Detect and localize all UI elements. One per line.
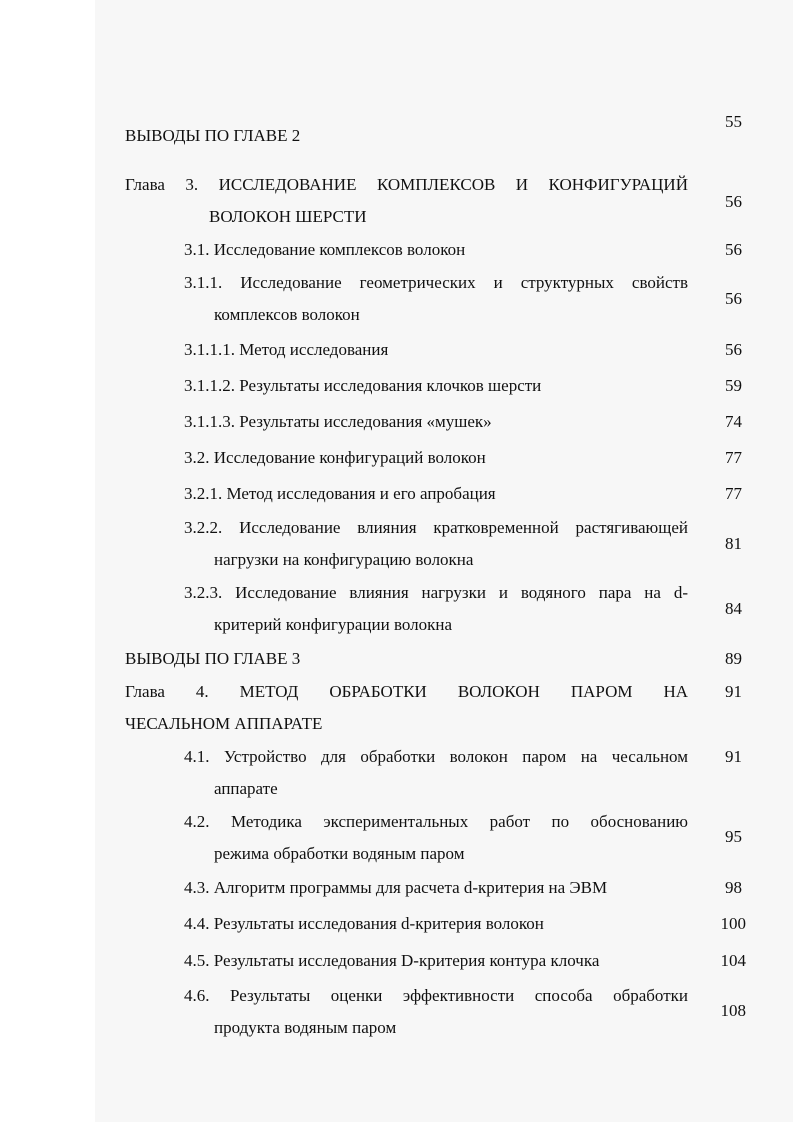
toc-entry-title: ВЫВОДЫ ПО ГЛАВЕ 3 xyxy=(125,649,301,668)
toc-entry-title: 3.2.3. Исследование влияния нагрузки и водяного пара на d- xyxy=(184,583,688,602)
toc-entry-title-cont: продукта водяным паром xyxy=(214,1018,397,1037)
toc-entry-title: 3.2. Исследование конфигураций волокон xyxy=(184,448,486,467)
toc-entry-title: 3.1.1.2. Результаты исследования клочков шерсти xyxy=(184,376,542,395)
toc-page-number: 59 xyxy=(725,376,742,395)
toc-page-number: 95 xyxy=(725,827,742,846)
toc-page-number: 100 xyxy=(720,914,746,933)
toc-entry-title: ВЫВОДЫ ПО ГЛАВЕ 2 xyxy=(125,126,301,145)
toc-entry-title: 3.1.1.1. Метод исследования xyxy=(184,340,389,359)
toc-page-number: 108 xyxy=(720,1001,746,1020)
toc-page-number: 56 xyxy=(725,192,742,211)
toc-page-number: 89 xyxy=(725,649,742,668)
toc-page-number: 77 xyxy=(725,448,742,467)
toc-entry-title: 4.5. Результаты исследования D-критерия контура клочка xyxy=(184,951,600,970)
toc-entry-title-cont: критерий конфигурации волокна xyxy=(214,615,453,634)
toc-entry-title: 3.2.1. Метод исследования и его апробация xyxy=(184,484,496,503)
toc-entry-title: 3.1.1. Исследование геометрических и структурных свойств xyxy=(184,273,688,292)
toc-page-number: 91 xyxy=(725,682,742,701)
toc-page-number: 91 xyxy=(725,747,742,766)
toc-page-number: 104 xyxy=(720,951,746,970)
toc-entry-title: 3.2.2. Исследование влияния кратковременной растягивающей xyxy=(184,518,688,537)
toc-page-number: 56 xyxy=(725,289,742,308)
toc-entry-title: 3.1. Исследование комплексов волокон xyxy=(184,240,466,259)
toc-entry-title: 4.2. Методика экспериментальных работ по обоснованию xyxy=(184,812,688,831)
toc-entry-title: 3.1.1.3. Результаты исследования «мушек» xyxy=(184,412,492,431)
toc-entry-title-cont: режима обработки водяным паром xyxy=(214,844,465,863)
toc-entry-title: Глава 3. ИССЛЕДОВАНИЕ КОМПЛЕКСОВ И КОНФИГУРАЦИЙ xyxy=(125,175,688,194)
toc-page-number: 81 xyxy=(725,534,742,553)
toc-page-number: 56 xyxy=(725,340,742,359)
toc-entry-title-cont: ВОЛОКОН ШЕРСТИ xyxy=(209,207,367,226)
toc-entry-title: 4.3. Алгоритм программы для расчета d-критерия на ЭВМ xyxy=(184,878,608,897)
toc-entry-title-cont: ЧЕСАЛЬНОМ АППАРАТЕ xyxy=(125,714,323,733)
toc-entry-title: 4.4. Результаты исследования d-критерия волокон xyxy=(184,914,544,933)
toc-page-number: 77 xyxy=(725,484,742,503)
toc-entry-title: 4.1. Устройство для обработки волокон паром на чесальном xyxy=(184,747,688,766)
toc-entry-title-cont: нагрузки на конфигурацию волокна xyxy=(214,550,474,569)
toc-entry-title: Глава 4. МЕТОД ОБРАБОТКИ ВОЛОКОН ПАРОМ НА xyxy=(125,682,688,701)
toc-page-number: 98 xyxy=(725,878,742,897)
toc-page-number: 84 xyxy=(725,599,742,618)
toc-page-number: 56 xyxy=(725,240,742,259)
toc-page-number: 74 xyxy=(725,412,742,431)
toc-entry-title: 4.6. Результаты оценки эффективности способа обработки xyxy=(184,986,688,1005)
toc-entry-title-cont: аппарате xyxy=(214,779,278,798)
toc-entry-title-cont: комплексов волокон xyxy=(214,305,360,324)
toc-page-number: 55 xyxy=(725,112,742,131)
